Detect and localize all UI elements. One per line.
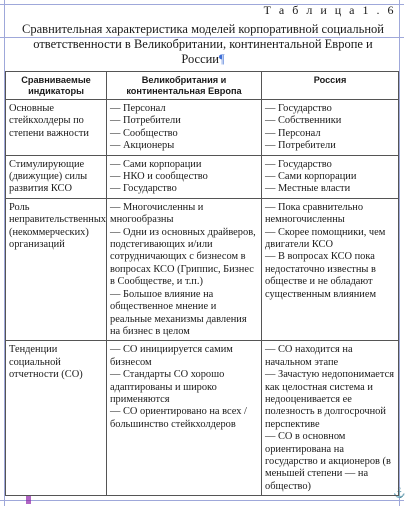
list-item: — Персонал [110,103,166,114]
table-header-row [6,72,399,100]
russia-cell [262,341,399,496]
list-item: — Потребители [265,140,336,152]
europe-cell [107,198,262,340]
list-item: — Стандарты СО хорошо адаптированы и широко применяются [110,369,225,405]
list-item: — Сами корпорации [110,158,202,170]
list-item: — В вопросах КСО пока недостаточно известны в обществе и не обладают существенным влиянием [265,251,377,300]
table-row [6,100,399,156]
list-item: — Государство [110,183,177,195]
header-russia: Россия [262,72,399,100]
list-item: — Сообщество [110,127,178,139]
table-title [20,22,386,67]
list-item: — Собственники [265,115,342,127]
frame-guide-bottom [0,500,404,501]
russia-cell [262,198,399,340]
europe-cell [107,155,262,198]
table-title-text: Сравнительная характеристика моделей корпоративной социальной ответственности в Великобритании, континентальной Европе и России [22,22,384,66]
list-item: — Потребители [110,115,181,127]
list-item: — НКО и сообщество [110,171,208,183]
indicator-cell: Роль неправительственных (некоммерческих) организаций [6,198,107,340]
table-row [6,155,399,198]
comparison-table [5,71,399,496]
pilcrow-mark: ¶ [219,52,225,66]
list-item: — СО ориентировано на всех / большинство стейкхолдеров [110,406,247,430]
anchor-icon: ⚓ [393,488,405,499]
list-item: — Многочисленны и многообразны [110,201,204,226]
list-item: — СО находится на начальном этапе [265,344,353,368]
russia-cell [262,155,399,198]
text-cursor-marker [26,496,31,504]
list-item: — Зачастую недопонимается как целостная система и недооценивается ее полезность в долгосрочной перспективе [265,369,394,430]
frame-guide-right [399,0,400,506]
list-item: — Сами корпорации [265,171,357,183]
table-number-label: Т а б л и ц а 1 . 6 [263,3,396,17]
list-item: — Государство [265,158,332,170]
europe-cell [107,100,262,156]
list-item: — Персонал [265,127,321,139]
list-item: — Большое влияние на общественное мнение и реальные механизмы давления на бизнес в целом [110,288,247,337]
indicator-cell: Основные стейкхолдеры по степени важности [6,100,107,156]
table-row [6,341,399,496]
list-item: — Акционеры [110,140,175,152]
list-item: — Государство [265,103,332,114]
table-row [6,198,399,340]
list-item: — СО инициируется самим бизнесом [110,344,233,368]
header-indicators: Сравниваемые индикаторы [6,72,107,100]
list-item: — Местные власти [265,183,351,195]
list-item: — Пока сравнительно немногочисленны [265,201,364,226]
russia-cell [262,100,399,156]
header-europe: Великобритания и континентальная Европа [107,72,262,100]
list-item: — Скорее помощники, чем двигатели КСО [265,226,386,251]
list-item: — Одни из основных драйверов, подстегивающих и/или сотрудничающих с бизнесом в вопросах КСО (Гриппис, Бизнес в Сообществе, и т.п.) [110,226,256,288]
indicator-cell: Тенденции социальной отчетности (СО) [6,341,107,496]
list-item: — СО в основном ориентирована на государство и акционеров (в меньшей степени — на общество) [265,431,391,492]
europe-cell [107,341,262,496]
indicator-cell: Стимулирующие (движущие) силы развития КСО [6,155,107,198]
